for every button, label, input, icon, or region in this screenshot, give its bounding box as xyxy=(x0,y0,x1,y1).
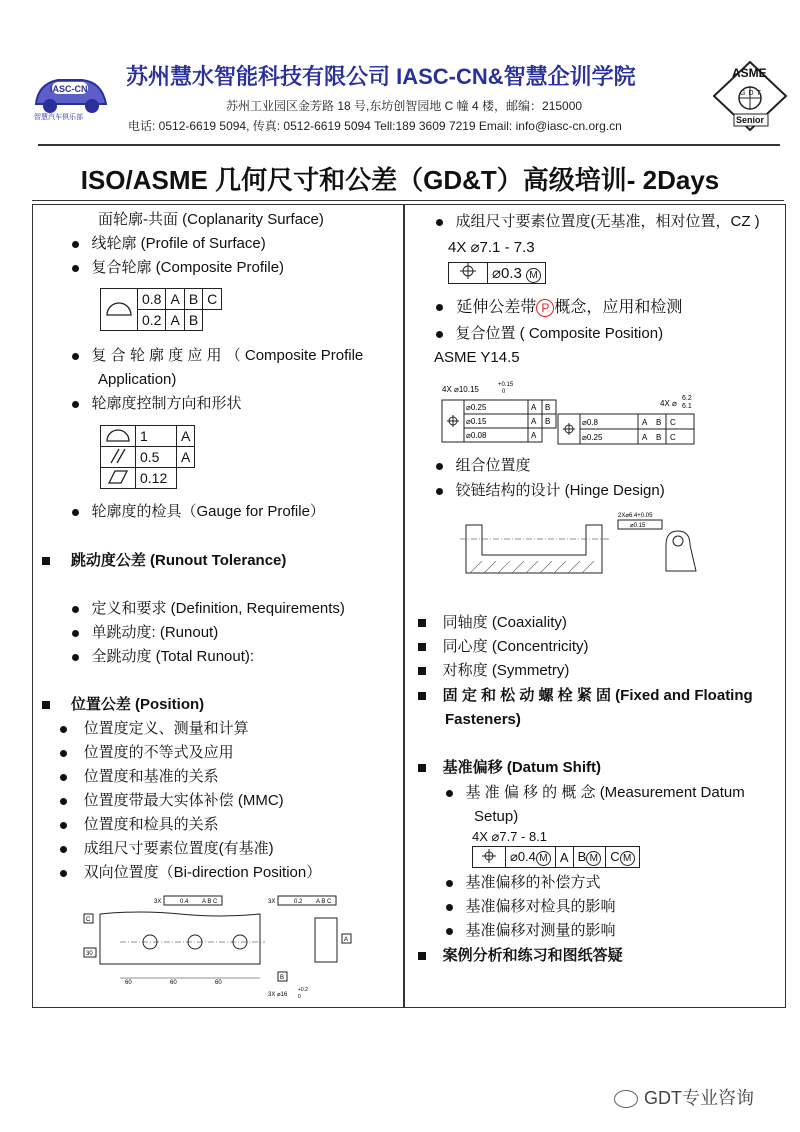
logo-gdt-text: GDT xyxy=(740,90,764,97)
mmc-icon: M xyxy=(536,851,551,866)
svg-text:0: 0 xyxy=(298,994,301,1000)
svg-text:6.1: 6.1 xyxy=(682,403,692,410)
mmc-icon: M xyxy=(620,851,635,866)
datum-shift-heading: 基准偏移 (Datum Shift) xyxy=(418,758,601,778)
logo-asme-text: ASME xyxy=(732,66,767,80)
svg-text:3X ⌀16: 3X ⌀16 xyxy=(268,992,288,998)
svg-text:B: B xyxy=(545,403,551,412)
bullet-icon xyxy=(72,265,79,272)
fcf-tol: 0.8 xyxy=(138,289,166,310)
case-study-item: 案例分析和练习和图纸答疑 xyxy=(418,946,623,966)
wechat-watermark: GDT专业咨询 xyxy=(614,1084,754,1110)
position-pattern-item: 成组尺寸要素位置度(有基准) xyxy=(60,839,274,859)
square-bullet-icon xyxy=(42,701,50,709)
logo-senior-text: Senior xyxy=(736,115,765,125)
bullet-icon xyxy=(436,488,443,495)
bullet-icon xyxy=(446,928,453,935)
svg-text:C: C xyxy=(86,917,91,923)
fcf-tol: ⌀0.3 M xyxy=(488,263,546,284)
fcf-tol: 0.12 xyxy=(136,468,177,489)
fcf-datum: B M xyxy=(573,847,606,868)
logo-text: IASC-CN xyxy=(50,84,88,94)
composite-fcf-b xyxy=(556,390,756,450)
profile-fcf-1 xyxy=(100,288,222,331)
coaxiality-item: 同轴度 (Coaxiality) xyxy=(418,613,567,633)
svg-text:B: B xyxy=(656,433,662,442)
svg-text:A B C: A B C xyxy=(202,899,218,905)
svg-text:0.4: 0.4 xyxy=(180,899,189,905)
svg-text:A B C: A B C xyxy=(316,899,332,905)
svg-text:⌀0.15: ⌀0.15 xyxy=(466,417,487,426)
svg-text:A: A xyxy=(344,937,349,943)
svg-text:C: C xyxy=(670,418,676,427)
svg-text:3X: 3X xyxy=(268,899,276,905)
bullet-icon xyxy=(72,241,79,248)
svg-text:C: C xyxy=(670,433,676,442)
svg-text:6.2: 6.2 xyxy=(682,395,692,402)
fcf-tol: 1 xyxy=(136,426,177,447)
composite-profile-app-item: 复 合 轮 廓 度 应 用 （ Composite Profile xyxy=(72,346,363,366)
fcf-tol: ⌀0.4 M xyxy=(506,847,556,868)
position-icon xyxy=(473,847,506,868)
projected-zone-icon: P xyxy=(536,299,554,317)
fcf-datum: A xyxy=(177,426,195,447)
bullet-icon xyxy=(436,219,443,226)
bullet-icon xyxy=(436,331,443,338)
combined-position-item: 组合位置度 xyxy=(436,456,531,476)
fcf-datum: B xyxy=(184,289,202,310)
bullet-icon xyxy=(72,606,79,613)
svg-text:⌀0.25: ⌀0.25 xyxy=(466,403,487,412)
svg-text:4X ⌀10.15: 4X ⌀10.15 xyxy=(442,385,479,394)
bullet-icon xyxy=(72,654,79,661)
bullet-icon xyxy=(72,630,79,637)
profile-surface-icon xyxy=(101,289,138,331)
wechat-icon xyxy=(614,1090,638,1108)
profile-fcf-2 xyxy=(100,425,195,489)
pattern-position-dim: 4X ⌀7.1 - 7.3 xyxy=(448,239,535,256)
square-bullet-icon xyxy=(418,952,426,960)
bullet-icon xyxy=(60,822,67,829)
logo-caption: 智慧汽车俱乐部 xyxy=(34,114,83,121)
square-bullet-icon xyxy=(418,667,426,675)
bullet-icon xyxy=(72,401,79,408)
bullet-icon xyxy=(72,509,79,516)
composite-position-item: 复合位置 ( Composite Position) xyxy=(436,324,663,344)
fcf-datum: A xyxy=(166,289,184,310)
runout-item: 单跳动度: (Runout) xyxy=(72,623,218,643)
asme-standard: ASME Y14.5 xyxy=(434,349,520,366)
svg-text:60: 60 xyxy=(215,980,222,986)
svg-text:0: 0 xyxy=(502,389,506,395)
projected-tol-item: 延伸公差带 P 概念，应用和检测 xyxy=(436,298,682,318)
square-bullet-icon xyxy=(418,643,426,651)
svg-text:+0.15: +0.15 xyxy=(498,382,514,388)
runout-def-item: 定义和要求 (Definition, Requirements) xyxy=(72,599,345,619)
square-bullet-icon xyxy=(418,764,426,772)
position-mmc-item: 位置度带最大实体补偿 (MMC) xyxy=(60,791,284,811)
svg-text:0.2: 0.2 xyxy=(294,899,303,905)
composite-profile-item: 复合轮廓 (Composite Profile) xyxy=(72,258,284,278)
datum-shift-measure-item: 基准偏移对测量的影响 xyxy=(446,921,616,941)
title-divider xyxy=(32,200,784,201)
mmc-icon: M xyxy=(526,268,541,283)
hinge-design-item: 铰链结构的设计 (Hinge Design) xyxy=(436,481,665,501)
svg-text:3X: 3X xyxy=(154,899,162,905)
bullet-icon xyxy=(60,870,67,877)
datum-shift-concept-cont: Setup) xyxy=(474,808,519,825)
hinge-drawing xyxy=(460,505,720,585)
fcf-datum: A xyxy=(177,447,195,468)
concentricity-item: 同心度 (Concentricity) xyxy=(418,637,589,657)
mmc-icon: M xyxy=(586,851,601,866)
square-bullet-icon xyxy=(42,557,50,565)
fcf-datum: B xyxy=(184,310,202,331)
svg-text:⌀0.25: ⌀0.25 xyxy=(582,433,603,442)
svg-text:A: A xyxy=(531,403,537,412)
svg-text:A: A xyxy=(531,431,537,440)
bullet-icon xyxy=(72,353,79,360)
position-datum-item: 位置度和基准的关系 xyxy=(60,767,219,787)
datum-shift-comp-item: 基准偏移的补偿方式 xyxy=(446,873,601,893)
bullet-icon xyxy=(446,904,453,911)
bullet-icon xyxy=(60,846,67,853)
bullet-icon xyxy=(446,790,453,797)
profile-surface-item: 线轮廓 (Profile of Surface) xyxy=(72,234,266,254)
company-address: 苏州工业园区金芳路 18 号,东坊创智园地 C 幢 4 楼，邮编：215000 xyxy=(226,99,583,113)
position-icon xyxy=(449,263,488,284)
coplanarity-item: 面轮廓-共面 (Coplanarity Surface) xyxy=(98,211,324,228)
svg-text:60: 60 xyxy=(170,980,177,986)
profile-gauge-item: 轮廓度的检具（Gauge for Profile） xyxy=(72,502,325,522)
bullet-icon xyxy=(60,774,67,781)
fcf-datum: C xyxy=(203,289,222,310)
square-bullet-icon xyxy=(418,692,426,700)
svg-text:A: A xyxy=(642,418,648,427)
position-gauge-item: 位置度和检具的关系 xyxy=(60,815,219,835)
svg-text:A: A xyxy=(531,417,537,426)
page-title: ISO/ASME 几何尺寸和公差（GD&T）高级培训- 2Days xyxy=(80,165,720,195)
fcf-datum: A xyxy=(166,310,184,331)
fcf-datum: C M xyxy=(606,847,639,868)
runout-heading: 跳动度公差 (Runout Tolerance) xyxy=(42,551,286,571)
svg-text:⌀0.8: ⌀0.8 xyxy=(582,418,598,427)
company-name: 苏州慧水智能科技有限公司 IASC-CN&智慧企训学院 xyxy=(126,64,636,89)
fasteners-item: 固 定 和 松 动 螺 栓 紧 固 (Fixed and Floating xyxy=(418,686,753,706)
bullet-icon xyxy=(60,726,67,733)
bi-direction-item: 双向位置度（Bi-direction Position） xyxy=(60,863,321,883)
square-bullet-icon xyxy=(418,619,426,627)
profile-surface-icon xyxy=(101,426,136,447)
datum-shift-dim: 4X ⌀7.7 - 8.1 xyxy=(472,829,548,844)
svg-text:A: A xyxy=(642,433,648,442)
bullet-icon xyxy=(446,880,453,887)
svg-text:⌀0.08: ⌀0.08 xyxy=(466,431,487,440)
symmetry-item: 对称度 (Symmetry) xyxy=(418,661,569,681)
fasteners-item-cont: Fasteners) xyxy=(445,711,521,728)
bullet-icon xyxy=(436,304,443,311)
datum-shift-concept-item: 基 准 偏 移 的 概 念 (Measurement Datum xyxy=(446,783,745,803)
svg-text:B: B xyxy=(280,975,285,981)
svg-text:B: B xyxy=(545,417,551,426)
datum-shift-fcf xyxy=(472,846,640,868)
svg-text:+0.2: +0.2 xyxy=(298,987,308,993)
svg-text:60: 60 xyxy=(125,980,132,986)
bullet-icon xyxy=(436,463,443,470)
svg-text:4X ⌀: 4X ⌀ xyxy=(660,399,677,408)
bullet-icon xyxy=(60,750,67,757)
bullet-icon xyxy=(60,798,67,805)
header-divider xyxy=(38,144,780,146)
company-contact: 电话: 0512-6619 5094, 传真: 0512-6619 5094 Tell:189 3609 7219 Email: info@iasc-cn.org.cn xyxy=(128,119,622,133)
flatness-icon xyxy=(101,468,136,489)
datum-shift-gauge-item: 基准偏移对检具的影响 xyxy=(446,897,616,917)
pattern-position-fcf xyxy=(448,262,546,284)
fcf-tol: 0.2 xyxy=(138,310,166,331)
svg-text:2X⌀6.4+0.05: 2X⌀6.4+0.05 xyxy=(618,513,653,519)
svg-text:B: B xyxy=(656,418,662,427)
composite-profile-app-cont: Application) xyxy=(98,371,177,388)
svg-text:30: 30 xyxy=(86,951,93,957)
fcf-datum: A xyxy=(555,847,573,868)
position-def-item: 位置度定义、测量和计算 xyxy=(60,719,249,739)
parallelism-icon xyxy=(101,447,136,468)
position-heading: 位置公差 (Position) xyxy=(42,695,204,715)
svg-text:⌀0.15: ⌀0.15 xyxy=(630,523,646,529)
fcf-tol: 0.5 xyxy=(136,447,177,468)
position-ineq-item: 位置度的不等式及应用 xyxy=(60,743,234,763)
bi-direction-drawing xyxy=(80,892,380,1002)
total-runout-item: 全跳动度 (Total Runout): xyxy=(72,647,254,667)
pattern-position-item: 成组尺寸要素位置度(无基准，相对位置，CZ ) xyxy=(436,212,760,232)
profile-direction-item: 轮廓度控制方向和形状 xyxy=(72,394,242,414)
